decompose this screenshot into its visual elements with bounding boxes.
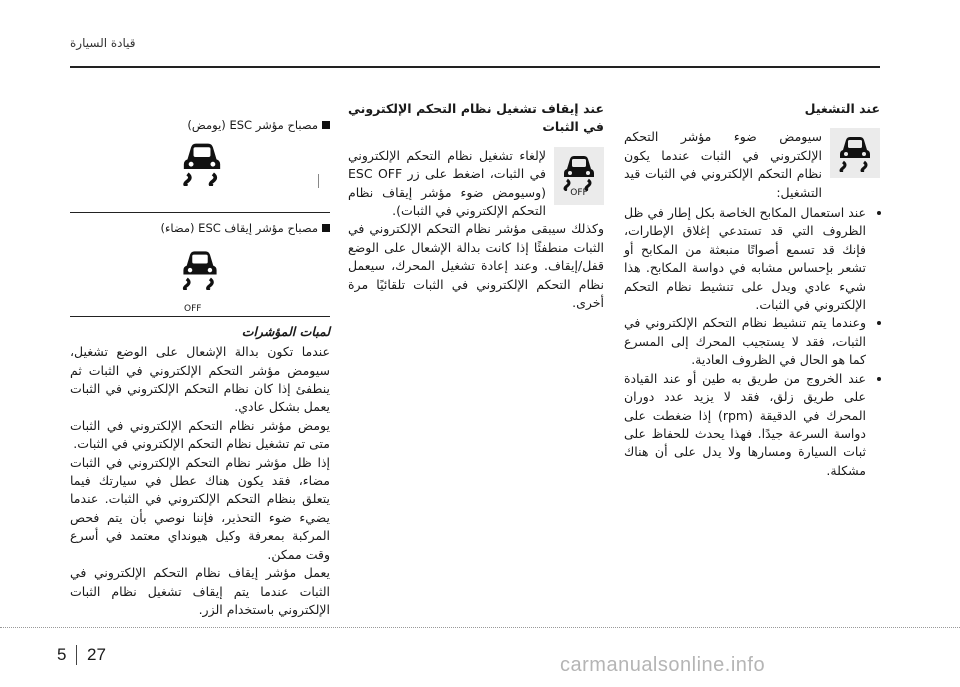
middle-column bbox=[348, 100, 604, 312]
left-para-1: عندما تكون بدالة الإشعال على الوضع تشغيل، سيومض مؤشر التحكم الإلكتروني في الثبات ثم ينطفئ إذا كان نظام التحكم الإلكتروني في الثبات يعمل بشكل عادي. bbox=[70, 344, 330, 415]
indicator-panel-off bbox=[70, 213, 330, 316]
panel-1-image bbox=[70, 134, 330, 212]
right-bullets bbox=[624, 204, 880, 480]
panel-2-image bbox=[70, 238, 330, 316]
right-heading: عند التشغيل bbox=[804, 101, 880, 116]
middle-para-2: وكذلك سيبقى مؤشر نظام التحكم الإلكتروني في الثبات منطفئًا إذا كانت بدالة الإشعال على الوضع قفل/إيقاف. وعند إعادة تشغيل المحرك، سيعمل نظام التحكم الإلكتروني في الثبات تلقائيًا مرة أخرى. bbox=[348, 221, 604, 311]
esc-off-icon-box bbox=[554, 147, 604, 205]
esc-off-icon-label: OFF bbox=[570, 188, 588, 199]
square-bullet-icon bbox=[322, 224, 330, 232]
panel-2-title-text: مصباح مؤشر إيقاف ESC (مضاء) bbox=[160, 221, 318, 236]
right-intro: سيومض ضوء مؤشر التحكم الإلكتروني في الثبات عندما يكون نظام التحكم الإلكتروني في الثبات قيد التشغيل: bbox=[624, 129, 822, 200]
panel-1-title-text: مصباح مؤشر ESC (يومض) bbox=[187, 118, 318, 132]
square-bullet-icon bbox=[322, 121, 330, 129]
right-bullet-3: • عند الخروج من طريق به طين أو عند القيادة على طريق زلق، فقد لا يزيد عدد دوران المحرك في الدقيقة (rpm) إذا ضغطت على دواسة السرعة جيدًا. فهذا يحدث للحفاظ على ثبات السيارة ومسارها ولا يدل على أن هناك مشكلة. bbox=[624, 370, 866, 480]
left-para-4: يعمل مؤشر إيقاف نظام التحكم الإلكتروني في الثبات عندما يتم إيقاف تشغيل نظام الثبات الإلكتروني باستخدام الزر. bbox=[70, 565, 330, 617]
middle-heading: عند إيقاف تشغيل نظام التحكم الإلكتروني في الثبات bbox=[348, 101, 604, 135]
right-bullet-2: • وعندما يتم تنشيط نظام التحكم الإلكتروني في الثبات، فقد لا يستجيب المحرك إلى المسرع كما هو الحال في الظروف العادية. bbox=[624, 314, 866, 369]
panel-1-tick bbox=[318, 174, 319, 188]
page-number-separator bbox=[76, 645, 77, 665]
header-title: قيادة السيارة bbox=[70, 36, 136, 50]
middle-para-1: لإلغاء تشغيل نظام التحكم الإلكتروني في الثبات، اضغط على زر ESC OFF (وسيومض ضوء مؤشر إيقاف نظام التحكم الإلكتروني في الثبات). bbox=[348, 147, 546, 219]
left-subheading: لمبات المؤشرات bbox=[241, 323, 330, 339]
right-bullet-1: • عند استعمال المكابح الخاصة بكل إطار في ظل الظروف التي قد تستدعي إغلاق الإطارات، فإنك قد تسمع أصواتًا منبعثة من المكابح أو تشعر بإحساس مشابه في دواسة المكابح. هذا شيء عادي ويدل على تنشيط نظام التحكم الإلكتروني في الثبات. bbox=[624, 204, 866, 314]
left-para-2: يومض مؤشر نظام التحكم الإلكتروني في الثبات متى تم تشغيل نظام التحكم الإلكتروني في الثبات. bbox=[70, 417, 330, 452]
indicator-panel-blinking bbox=[70, 110, 330, 213]
watermark: carmanualsonline.info bbox=[560, 654, 766, 676]
esc-car-skid-icon bbox=[837, 134, 873, 172]
right-column bbox=[624, 100, 880, 480]
left-para-3: إذا ظل مؤشر نظام التحكم الإلكتروني في الثبات مضاء، فقد يكون هناك عطل في سيارتك فيما يتعلق بنظام التحكم الإلكتروني في الثبات. عندما يضيء ضوء التحذير، فإننا نوصي بأن يتم فحص المركبة بمعرفة وكيل هيونداي معتمد في أسرع وقت ممكن. bbox=[70, 454, 330, 562]
footer-dotted-rule bbox=[0, 627, 960, 628]
panel-1-title bbox=[70, 110, 330, 134]
left-column bbox=[70, 110, 330, 619]
esc-off-indicator-icon bbox=[180, 248, 220, 290]
esc-blink-icon bbox=[180, 140, 224, 186]
esc-indicator-icon-box bbox=[830, 128, 880, 178]
page-number: 27 bbox=[87, 645, 106, 664]
header-rule bbox=[70, 66, 880, 68]
panel-2-title bbox=[70, 213, 330, 237]
panel-2-off-label: OFF bbox=[184, 303, 202, 314]
chapter-number: 5 bbox=[57, 645, 67, 664]
